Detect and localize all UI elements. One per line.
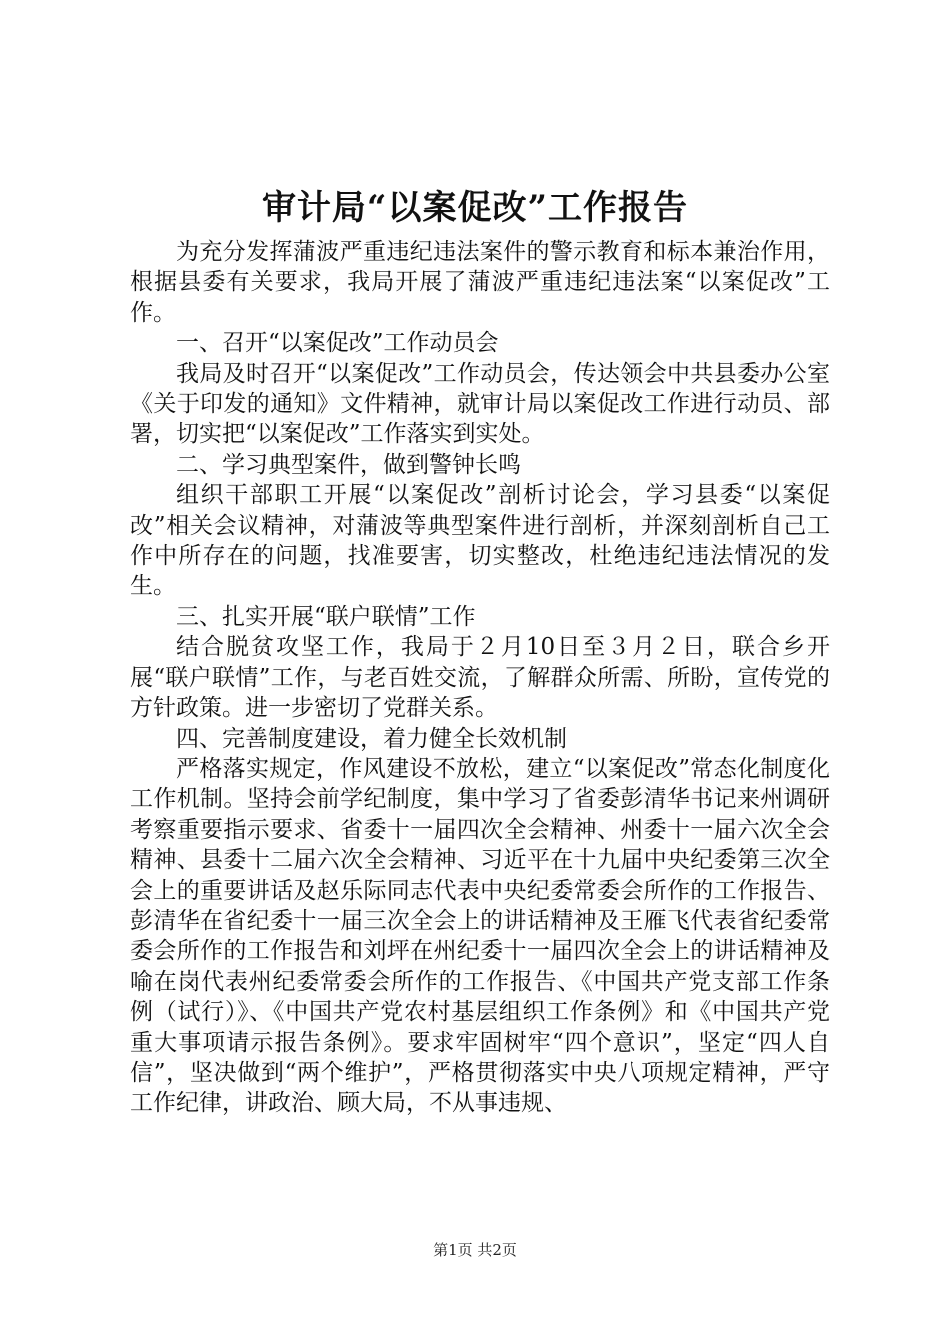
page-number-footer: 第1页 共2页 [433,1241,517,1259]
section-paragraph-2: 组织干部职工开展“以案促改”剖析讨论会，学习县委“以案促改”相关会议精神，对蒲波等典型案件进行剖析，并深刻剖析自己工作中所存在的问题，找准要害，切实整改，杜绝违纪违法情况的发生。 [130,482,830,600]
section-paragraph-1: 我局及时召开“以案促改”工作动员会，传达领会中共县委办公室《关于印发的通知》文件精神，就审计局以案促改工作进行动员、部署，切实把“以案促改”工作落实到实处。 [130,360,830,448]
section-heading-4: 四、完善制度建设，着力健全长效机制 [176,725,567,752]
document-title: 审计局“以案促改”工作报告 [261,188,689,228]
section-heading-3: 三、扎实开展“联户联情”工作 [176,603,476,630]
document-body [130,237,830,1119]
section-paragraph-3: 结合脱贫攻坚工作，我局于２月10日至３月２日，联合乡开展“联户联情”工作，与老百姓交流，了解群众所需、所盼，宣传党的方针政策。进一步密切了党群关系。 [130,634,830,722]
section-heading-2: 二、学习典型案件，做到警钟长鸣 [176,451,521,478]
section-paragraph-4: 严格落实规定，作风建设不放松，建立“以案促改”常态化制度化工作机制。坚持会前学纪制度，集中学习了省委彭清华书记来州调研考察重要指示要求、省委十一届四次全会精神、州委十一届六次全会精神、县委十二届六次全会精神、习近平在十九届中央纪委第三次全会上的重要讲话及赵乐际同志代表中央纪委常委会所作的工作报告、彭清华在省纪委十一届三次全会上的讲话精神及王雁飞代表省纪委常委会所作的工作报告和刘坪在州纪委十一届四次全会上的讲话精神及喻在岗代表州纪委常委会所作的工作报告、《中国共产党支部工作条例（试行）》、《中国共产党农村基层组织工作条例》和《中国共产党重大事项请示报告条例》。要求牢固树牢“四个意识”，坚定“四人自信”，坚决做到“两个维护”，严格贯彻落实中央八项规定精神，严守工作纪律，讲政治、顾大局，不从事违规、 [130,755,830,1117]
section-heading-1: 一、召开“以案促改”工作动员会 [176,330,499,357]
intro-paragraph: 为充分发挥蒲波严重违纪违法案件的警示教育和标本兼治作用，根据县委有关要求，我局开展了蒲波严重违纪违法案“以案促改”工作。 [130,239,830,326]
